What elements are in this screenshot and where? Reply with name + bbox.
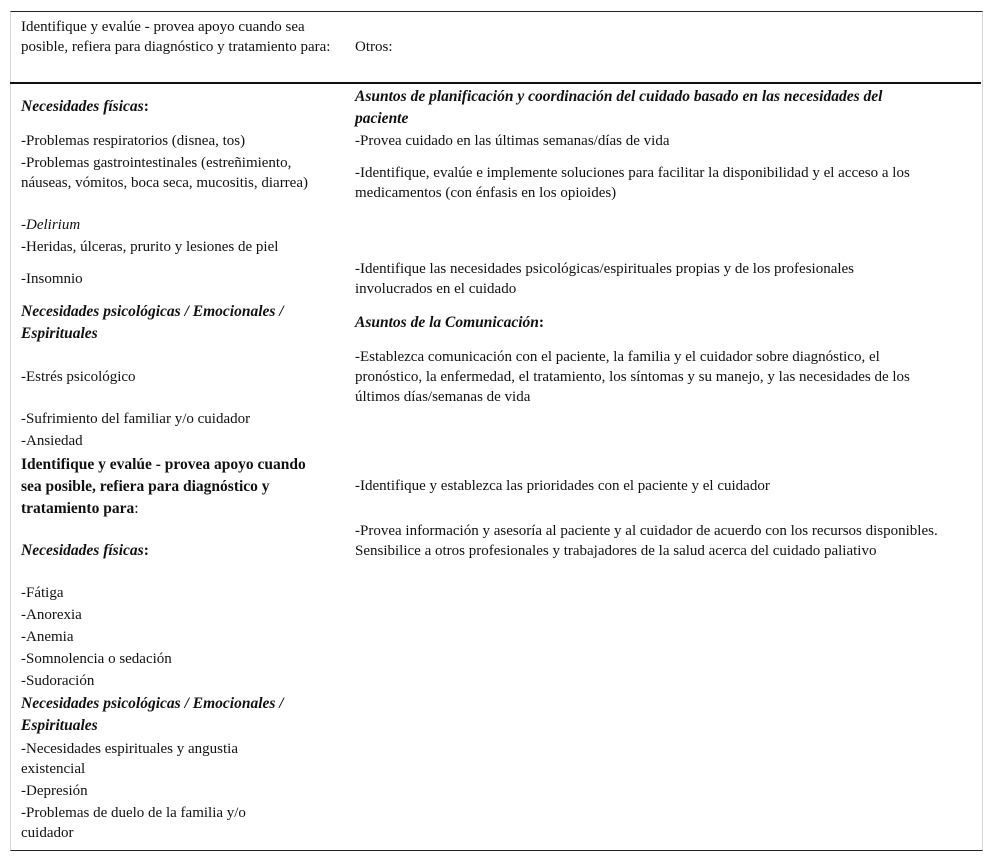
communication-heading-colon: :: [538, 314, 545, 331]
communication-heading: [355, 312, 950, 334]
physical-needs-heading-2-text: Necesidades físicas: [21, 542, 144, 559]
section2-heading-text: Identifique y evalúe - provea apoyo cuando sea posible, refiera para diagnóstico y tratamiento para: [21, 456, 306, 517]
list-item: -Problemas respiratorios (disnea, tos): [21, 133, 246, 149]
list-item: -Anorexia: [21, 607, 82, 623]
list-item: -Sufrimiento del familiar y/o cuidador: [21, 411, 251, 427]
header-right-text: Otros:: [355, 39, 393, 55]
psych-needs-heading-1: Necesidades psicológicas / Emocionales / Espirituales: [21, 303, 284, 342]
list-item: -Somnolencia o sedación: [21, 651, 172, 667]
physical-needs-heading-1: [21, 96, 331, 118]
list-item: -Anemia: [21, 629, 74, 645]
list-item: -Problemas gastrointestinales (estreñimiento, náuseas, vómitos, boca seca, mucositis, diarrea): [21, 155, 308, 191]
list-item: -Fátiga: [21, 585, 64, 601]
communication-heading-text: Asuntos de la Comunicación: [355, 314, 539, 331]
list-item: -Problemas de duelo de la familia y/o cuidador: [21, 805, 246, 841]
physical-needs-heading-1-text: Necesidades físicas: [21, 98, 144, 115]
physical-needs-heading-1-colon: :: [143, 98, 149, 115]
section2-heading-colon: :: [134, 500, 139, 517]
list-item: -Identifique, evalúe e implemente soluciones para facilitar la disponibilidad y el acceso a los medicamentos (con énfasis en los opioides): [355, 165, 910, 201]
list-item: -Insomnio: [21, 271, 83, 287]
physical-needs-heading-2: [21, 540, 331, 562]
list-item: -Heridas, úlceras, prurito y lesiones de piel: [21, 239, 279, 255]
section2-heading: [21, 454, 326, 520]
list-item: -Provea información y asesoría al paciente y al cuidador de acuerdo con los recursos disponibles. Sensibilice a otros profesionales y trabajadores de la salud acerca del cuidado paliativo: [355, 523, 938, 559]
list-item: -Identifique y establezca las prioridades con el paciente y el cuidador: [355, 478, 770, 494]
list-item: -Identifique las necesidades psicológicas/espirituales propias y de los profesionales involucrados en el cuidado: [355, 261, 855, 297]
list-item: -Necesidades espirituales y angustia existencial: [21, 741, 239, 777]
list-item: -Depresión: [21, 783, 88, 799]
list-item: -Sudoración: [21, 673, 95, 689]
list-item: -Provea cuidado en las últimas semanas/días de vida: [355, 133, 670, 149]
list-item: -Estrés psicológico: [21, 369, 136, 385]
psych-needs-heading-2: Necesidades psicológicas / Emocionales / Espirituales: [21, 695, 284, 734]
planning-heading: Asuntos de planificación y coordinación del cuidado basado en las necesidades del paciente: [355, 88, 883, 127]
list-item: -Establezca comunicación con el paciente, la familia y el cuidador sobre diagnóstico, el pronóstico, la enfermedad, el tratamiento, los síntomas y su manejo, y las necesidades de los últimos días/semanas de vida: [355, 349, 910, 405]
physical-needs-heading-2-colon: :: [143, 542, 149, 559]
header-left-text: Identifique y evalúe - provea apoyo cuando sea posible, refiera para diagnóstico y tratamiento para:: [21, 19, 331, 55]
list-item: -Delirium: [21, 217, 81, 233]
header-divider: [10, 82, 981, 84]
list-item: -Ansiedad: [21, 433, 83, 449]
